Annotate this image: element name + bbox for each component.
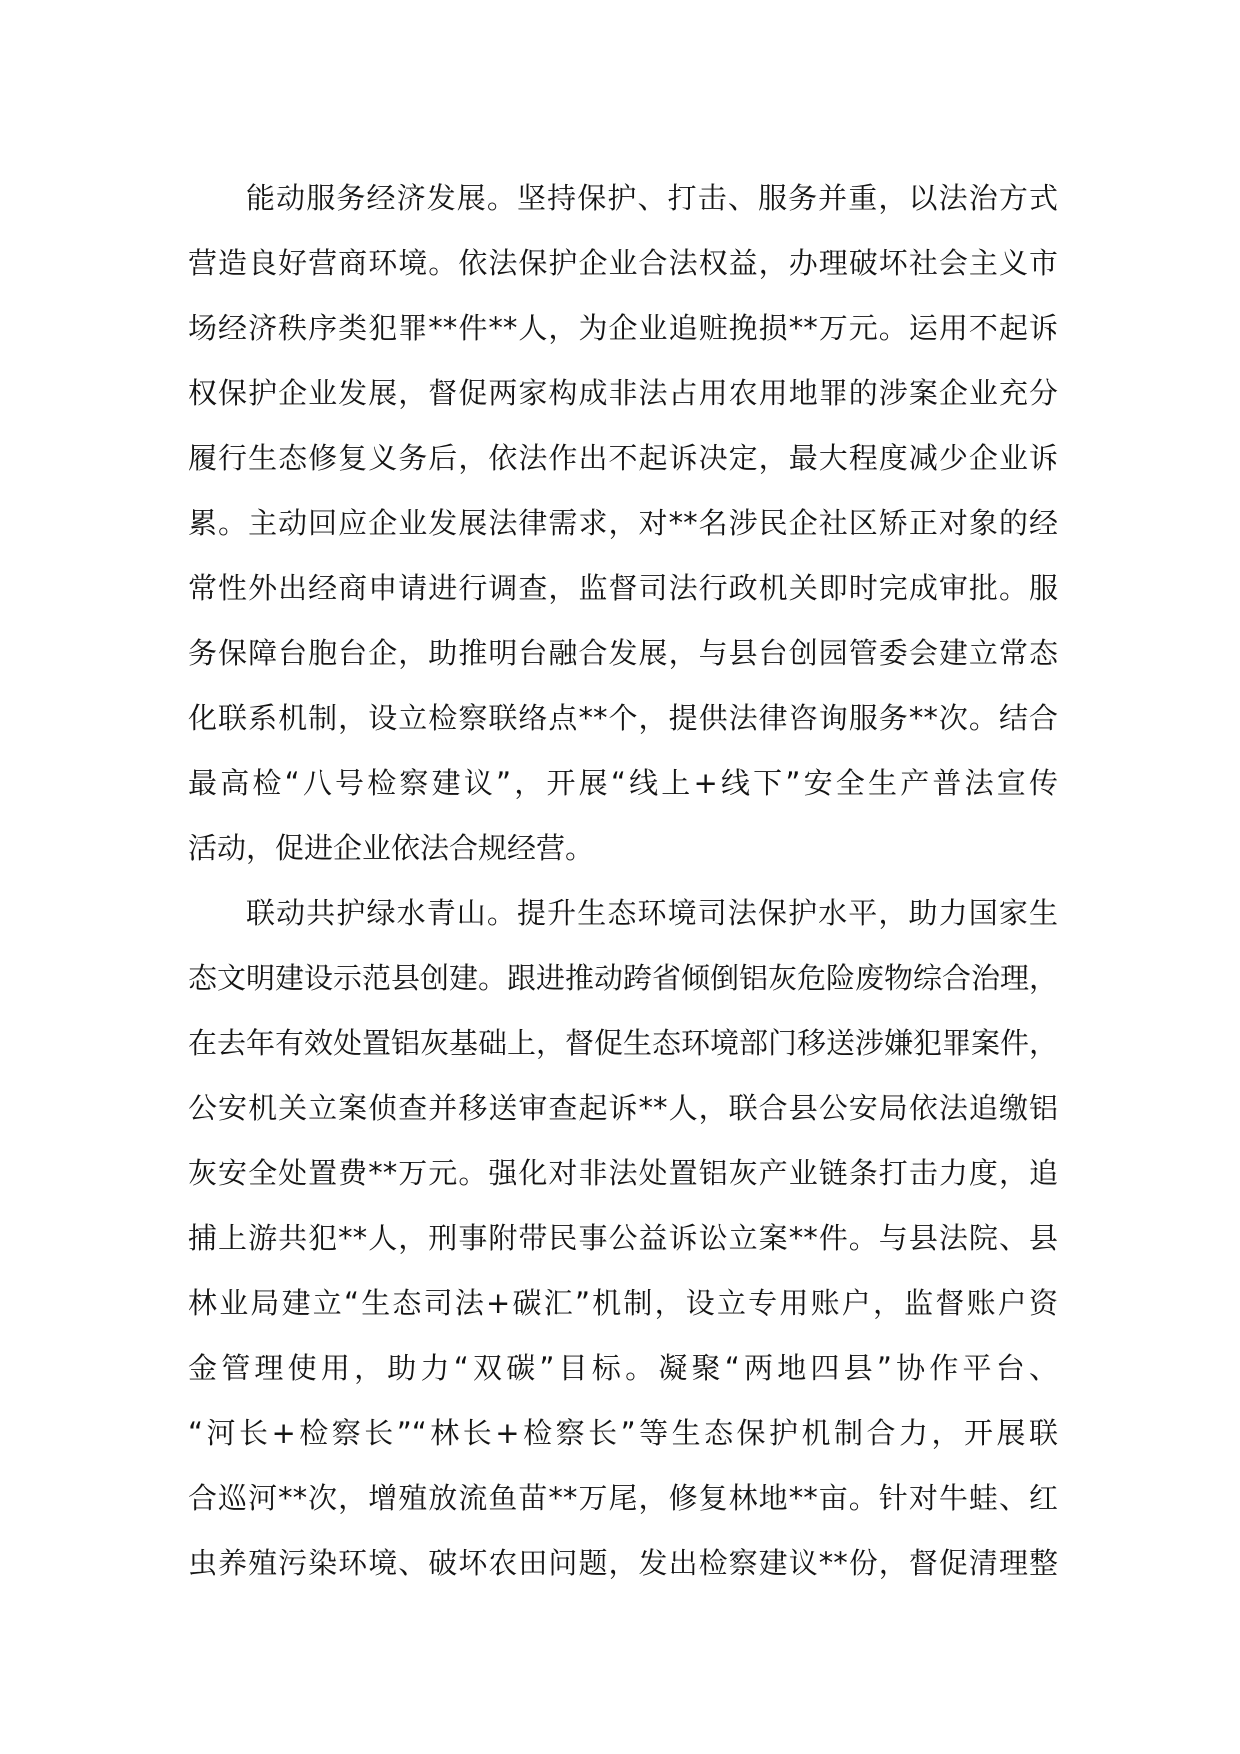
text-line: 公安机关立案侦查并移送审查起诉**人，联合县公安局依法追缴铝 — [188, 1091, 1058, 1125]
text-line: 能动服务经济发展。坚持保护、打击、服务并重，以法治方式 — [246, 181, 1058, 215]
text-line: 联动共护绿水青山。提升生态环境司法保护水平，助力国家生 — [246, 896, 1058, 930]
text-line: 金管理使用，助力“双碳”目标。凝聚“两地四县”协作平台、 — [188, 1351, 1058, 1385]
text-line: 务保障台胞台企，助推明台融合发展，与县台创园管委会建立常态 — [188, 636, 1058, 670]
text-line: 虫养殖污染环境、破坏农田问题，发出检察建议**份，督促清理整 — [188, 1546, 1058, 1580]
text-line: 权保护企业发展，督促两家构成非法占用农用地罪的涉案企业充分 — [188, 376, 1058, 410]
text-line: 营造良好营商环境。依法保护企业合法权益，办理破坏社会主义市 — [188, 246, 1058, 280]
text-line: “河长+检察长”“林长+检察长”等生态保护机制合力，开展联 — [188, 1416, 1058, 1450]
text-line: 态文明建设示范县创建。跟进推动跨省倾倒铝灰危险废物综合治理， — [188, 961, 1059, 995]
text-line: 合巡河**次，增殖放流鱼苗**万尾，修复林地**亩。针对牛蛙、红 — [188, 1481, 1058, 1515]
text-line: 累。主动回应企业发展法律需求，对**名涉民企社区矫正对象的经 — [188, 506, 1058, 540]
document-body — [188, 166, 1058, 1596]
text-line: 履行生态修复义务后，依法作出不起诉决定，最大程度减少企业诉 — [188, 441, 1058, 475]
text-line: 在去年有效处置铝灰基础上，督促生态环境部门移送涉嫌犯罪案件， — [188, 1026, 1059, 1060]
text-line: 最高检“八号检察建议”，开展“线上+线下”安全生产普法宣传 — [188, 766, 1058, 800]
paragraph-economy — [188, 166, 1058, 881]
text-line: 捕上游共犯**人，刑事附带民事公益诉讼立案**件。与县法院、县 — [188, 1221, 1058, 1255]
text-line: 化联系机制，设立检察联络点**个，提供法律咨询服务**次。结合 — [188, 701, 1058, 735]
text-line: 常性外出经商申请进行调查，监督司法行政机关即时完成审批。服 — [188, 571, 1058, 605]
text-line: 场经济秩序类犯罪**件**人，为企业追赃挽损**万元。运用不起诉 — [188, 311, 1058, 345]
text-line: 林业局建立“生态司法+碳汇”机制，设立专用账户，监督账户资 — [188, 1286, 1058, 1320]
paragraph-ecology — [188, 881, 1058, 1596]
text-line: 灰安全处置费**万元。强化对非法处置铝灰产业链条打击力度，追 — [188, 1156, 1058, 1190]
text-line: 活动，促进企业依法合规经营。 — [188, 831, 595, 865]
